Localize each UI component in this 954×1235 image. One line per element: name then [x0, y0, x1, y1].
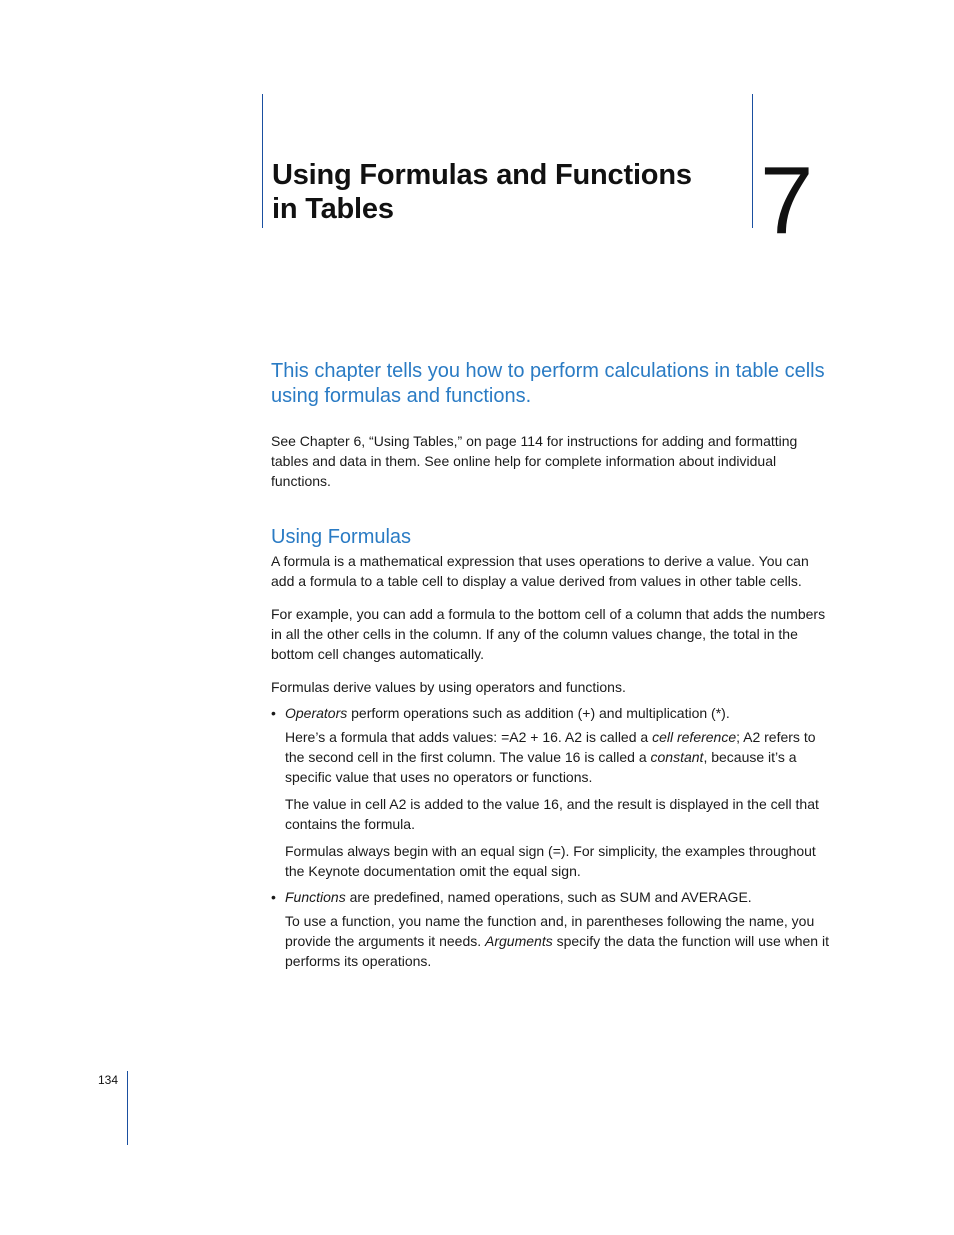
term-functions: Functions: [285, 889, 346, 905]
chapter-title-rule: [262, 94, 263, 228]
bullet-operators-text: [285, 703, 831, 723]
paragraph-3: Formulas derive values by using operators and functions.: [271, 679, 626, 695]
chapter-number-rule: [752, 94, 753, 228]
term-operators: Operators: [285, 705, 348, 721]
see-also-paragraph: See Chapter 6, “Using Tables,” on page 114 for instructions for adding and formatting tables and data in them. See online help for complete information about individual functions.: [271, 433, 798, 489]
operators-sub-1-a: Here’s a formula that adds values: =A2 + 16. A2 is called a: [285, 729, 653, 745]
functions-sub-1-b: specify the data the function will use when it performs its operations.: [285, 933, 829, 969]
bullet-dot: •: [271, 889, 276, 905]
bullet-functions-text: [285, 887, 831, 907]
chapter-title-line2: in Tables: [272, 193, 394, 225]
bullet-dot: •: [271, 705, 276, 721]
page-number-rule: [127, 1071, 128, 1145]
operators-sub-1-b: ; A2 refers to the second cell in the first column. The value 16 is called a: [285, 729, 816, 765]
page-number: 134: [98, 1073, 119, 1087]
functions-sub-1: [285, 911, 831, 971]
chapter-title-line1: Using Formulas and Functions: [272, 159, 692, 191]
bullet-operators-rest: perform operations such as addition (+) and multiplication (*).: [347, 705, 730, 721]
term-cell-reference: cell reference: [652, 729, 737, 745]
paragraph-1: A formula is a mathematical expression that uses operations to derive a value. You can add a formula to a table cell to display a value derived from values in other table cells.: [271, 553, 809, 589]
functions-sub-1-a: To use a function, you name the function and, in parentheses following the name, you provide the arguments it needs.: [285, 913, 815, 949]
operators-sub-3: Formulas always begin with an equal sign (=). For simplicity, the examples throughout the Keynote documentation omit the equal sign.: [285, 843, 816, 879]
paragraph-2: For example, you can add a formula to the bottom cell of a column that adds the numbers in all the other cells in the column. If any of the column values change, the total in the bottom cell changes automatically.: [271, 606, 826, 662]
term-constant: constant: [650, 749, 704, 765]
chapter-intro: This chapter tells you how to perform calculations in table cells using formulas and functions.: [271, 360, 825, 407]
term-arguments: Arguments: [485, 933, 553, 949]
operators-sub-1-c: , because it’s a specific value that uses no operators or functions.: [285, 749, 797, 785]
operators-sub-1: [285, 727, 831, 787]
operators-sub-2: The value in cell A2 is added to the value 16, and the result is displayed in the cell that contains the formula.: [285, 796, 819, 832]
chapter-title: [272, 158, 712, 226]
section-heading: Using Formulas: [271, 526, 412, 548]
bullet-functions-rest: are predefined, named operations, such as SUM and AVERAGE.: [345, 889, 752, 905]
chapter-number: 7: [760, 147, 814, 254]
